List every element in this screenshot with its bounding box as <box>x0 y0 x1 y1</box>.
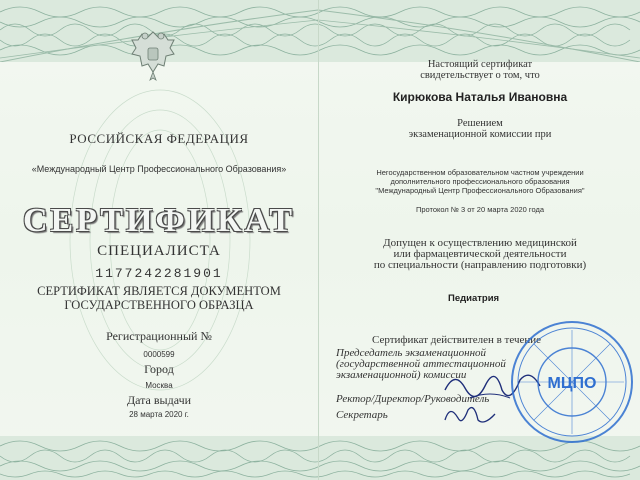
validity-text: Сертификат действителен в течение <box>372 334 542 346</box>
holder-name: Кирюкова Наталья Ивановна <box>392 90 568 104</box>
specialty-name: Педиатрия <box>448 293 500 304</box>
organization-name: «Международный Центр Профессионального Образования» <box>31 164 287 174</box>
rector-label: Ректор/Директор/Руководитель <box>336 393 490 405</box>
document-note-line: СЕРТИФИКАТ ЯВЛЯЕТСЯ ДОКУМЕНТОМ <box>37 284 281 298</box>
intro-line: свидетельствует о том, что <box>420 70 540 81</box>
official-stamp <box>508 318 636 446</box>
city-label: Город <box>144 362 174 376</box>
admission-line: или фармацевтической деятельности <box>393 248 567 260</box>
intro-line: Настоящий сертификат <box>427 59 533 70</box>
institution-line: "Международный Центр Профессионального Образования" <box>375 186 585 195</box>
intro-text <box>330 59 630 81</box>
document-note-line: ГОСУДАРСТВЕННОГО ОБРАЗЦА <box>64 298 254 312</box>
admission-line: по специальности (направлению подготовки) <box>373 259 587 271</box>
protocol-line: Протокол № 3 от 20 марта 2020 года <box>415 205 545 214</box>
country-heading: РОССИЙСКАЯ ФЕДЕРАЦИЯ <box>69 131 249 146</box>
institution-text <box>330 168 630 195</box>
chair-line: экзаменационной) комиссии <box>336 369 467 381</box>
secretary-signature <box>440 400 500 430</box>
coat-of-arms-icon <box>128 28 178 84</box>
decision-line: Решением <box>457 118 503 129</box>
page-fold <box>318 0 319 480</box>
admission-line: Допущен к осуществлению медицинской <box>383 237 577 249</box>
registration-value: 0000599 <box>143 350 175 359</box>
city-value: Москва <box>145 381 173 390</box>
document-note <box>0 284 318 312</box>
certificate-title: СЕРТИФИКАТ <box>22 202 296 239</box>
admission-text <box>330 238 630 271</box>
decision-line: экзаменационной комиссии при <box>408 129 552 140</box>
chair-line: (государственной аттестационной <box>336 358 506 370</box>
secretary-label: Секретарь <box>336 409 388 421</box>
certificate-subtitle: СПЕЦИАЛИСТА <box>97 243 221 259</box>
decision-text <box>330 118 630 140</box>
registration-label: Регистрационный № <box>106 329 212 343</box>
certificate-number: 1177242281901 <box>95 266 223 281</box>
issue-date-value: 28 марта 2020 г. <box>129 410 189 419</box>
background-ornament <box>60 70 260 410</box>
issue-date-label: Дата выдачи <box>126 393 192 407</box>
institution-line: Негосударственном образовательном частном учреждении <box>376 168 584 177</box>
stamp-abbreviation: МЦПО <box>547 375 597 392</box>
chair-line: Председатель экзаменационной <box>336 347 487 359</box>
institution-line: дополнительного профессионального образования <box>390 177 570 186</box>
guilloche-band-top <box>0 0 640 62</box>
